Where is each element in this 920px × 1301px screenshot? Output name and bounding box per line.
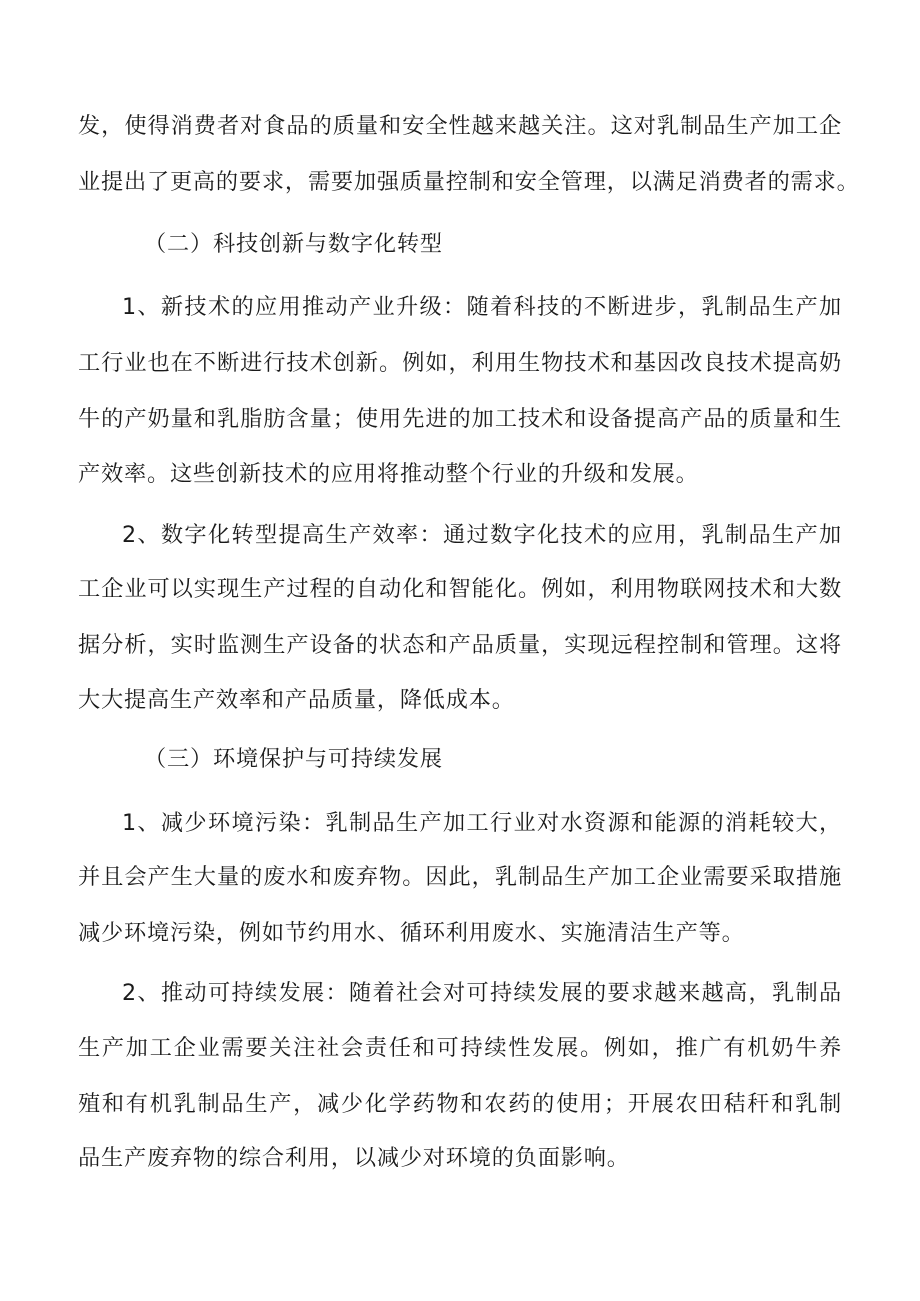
paragraph-line: 牛的产奶量和乳脂肪含量；使用先进的加工技术和设备提高产品的质量和生 [78,406,842,432]
section-heading: （二）科技创新与数字化转型 [144,231,443,257]
paragraph-line: 据分析，实时监测生产设备的状态和产品质量，实现远程控制和管理。这将 [78,632,842,658]
paragraph-line: 2、推动可持续发展：随着社会对可持续发展的要求越来越高，乳制品 [122,980,842,1006]
paragraph-line: 减少环境污染，例如节约用水、循环利用废水、实施清洁生产等。 [78,920,745,946]
paragraph-line: 发，使得消费者对食品的质量和安全性越来越关注。这对乳制品生产加工企 [78,113,842,139]
paragraph-line: 业提出了更高的要求，需要加强质量控制和安全管理，以满足消费者的需求。 [78,169,860,195]
paragraph-line: 生产加工企业需要关注社会责任和可持续性发展。例如，推广有机奶牛养 [78,1035,842,1061]
paragraph-line: 产效率。这些创新技术的应用将推动整个行业的升级和发展。 [78,461,699,487]
paragraph-line: 1、减少环境污染：乳制品生产加工行业对水资源和能源的消耗较大， [122,810,842,836]
paragraph-line: 并且会产生大量的废水和废弃物。因此，乳制品生产加工企业需要采取措施 [78,864,842,890]
paragraph-line: 工企业可以实现生产过程的自动化和智能化。例如，利用物联网技术和大数 [78,576,842,602]
paragraph-line: 2、数字化转型提高生产效率：通过数字化技术的应用，乳制品生产加 [122,522,842,548]
paragraph-line: 1、新技术的应用推动产业升级：随着科技的不断进步，乳制品生产加 [122,294,842,320]
section-heading: （三）环境保护与可持续发展 [144,746,443,772]
paragraph-line: 工行业也在不断进行技术创新。例如，利用生物技术和基因改良技术提高奶 [78,350,842,376]
paragraph-line: 殖和有机乳制品生产，减少化学药物和农药的使用；开展农田秸秆和乳制 [78,1091,842,1117]
paragraph-line: 品生产废弃物的综合利用，以减少对环境的负面影响。 [78,1145,630,1171]
paragraph-line: 大大提高生产效率和产品质量，降低成本。 [78,687,515,713]
